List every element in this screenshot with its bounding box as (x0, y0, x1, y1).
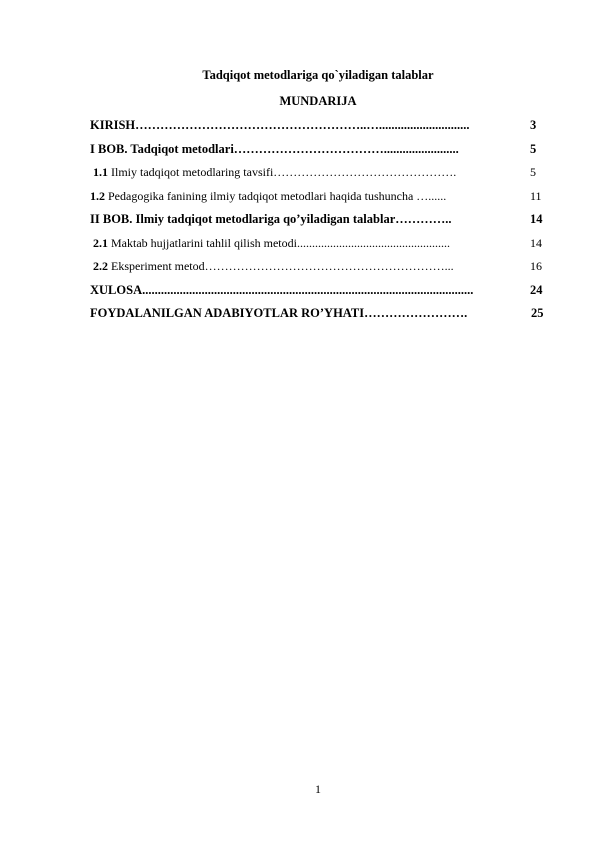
toc-entry-page: 11 (530, 188, 542, 203)
toc-entry-page: 24 (530, 282, 543, 297)
toc-entry-section-1-1 (90, 164, 550, 188)
toc-entry-page: 16 (530, 259, 542, 273)
toc-entry-references (90, 305, 550, 329)
table-of-contents (90, 117, 550, 329)
toc-entry-text: Eksperiment metod……………………………………………………... (108, 259, 454, 273)
toc-entry-xulosa (90, 282, 550, 306)
document-title: Tadqiqot metodlariga qo`yiladigan talablar (202, 68, 434, 82)
toc-entry-page: 3 (530, 118, 537, 132)
toc-entry-text: Maktab hujjatlarini tahlil qilish metodi................................................... (108, 235, 450, 250)
toc-entry-text: I BOB. Tadqiqot metodlari………………………………........................ (90, 141, 459, 156)
toc-entry-section-1-2 (90, 188, 550, 212)
toc-entry-section-2-2 (90, 258, 550, 282)
toc-entry-text: XULOSA.......................................................................................................... (90, 282, 474, 297)
toc-entry-kirish (90, 117, 550, 141)
toc-entry-text: FOYDALANILGAN ADABIYOTLAR RO’YHATI……………………. (90, 306, 468, 320)
toc-entry-number: 2.2 (93, 259, 108, 273)
toc-entry-text: KIRISH………………………………………………..…............................. (90, 118, 470, 132)
toc-entry-page: 5 (530, 141, 537, 156)
toc-entry-page: 14 (530, 235, 542, 250)
toc-entry-page: 5 (530, 165, 536, 179)
page-number: 1 (315, 782, 321, 796)
toc-entry-chapter-2 (90, 211, 550, 235)
toc-entry-section-2-1 (90, 235, 550, 259)
toc-heading: MUNDARIJA (279, 94, 357, 108)
toc-entry-page: 25 (531, 306, 544, 320)
toc-entry-text: Ilmiy tadqiqot metodlaring tavsifi………………………………………. (108, 165, 457, 179)
toc-entry-number: 2.1 (93, 235, 108, 250)
toc-entry-number: 1.1 (93, 165, 108, 179)
toc-entry-text: II BOB. Ilmiy tadqiqot metodlariga qo’yiladigan talablar………….. (90, 212, 452, 226)
toc-entry-page: 14 (530, 212, 543, 226)
toc-entry-chapter-1 (90, 141, 550, 165)
toc-entry-number: 1.2 (90, 188, 105, 203)
toc-entry-text: Pedagogika fanining ilmiy tadqiqot metodlari haqida tushuncha …...... (105, 188, 447, 203)
